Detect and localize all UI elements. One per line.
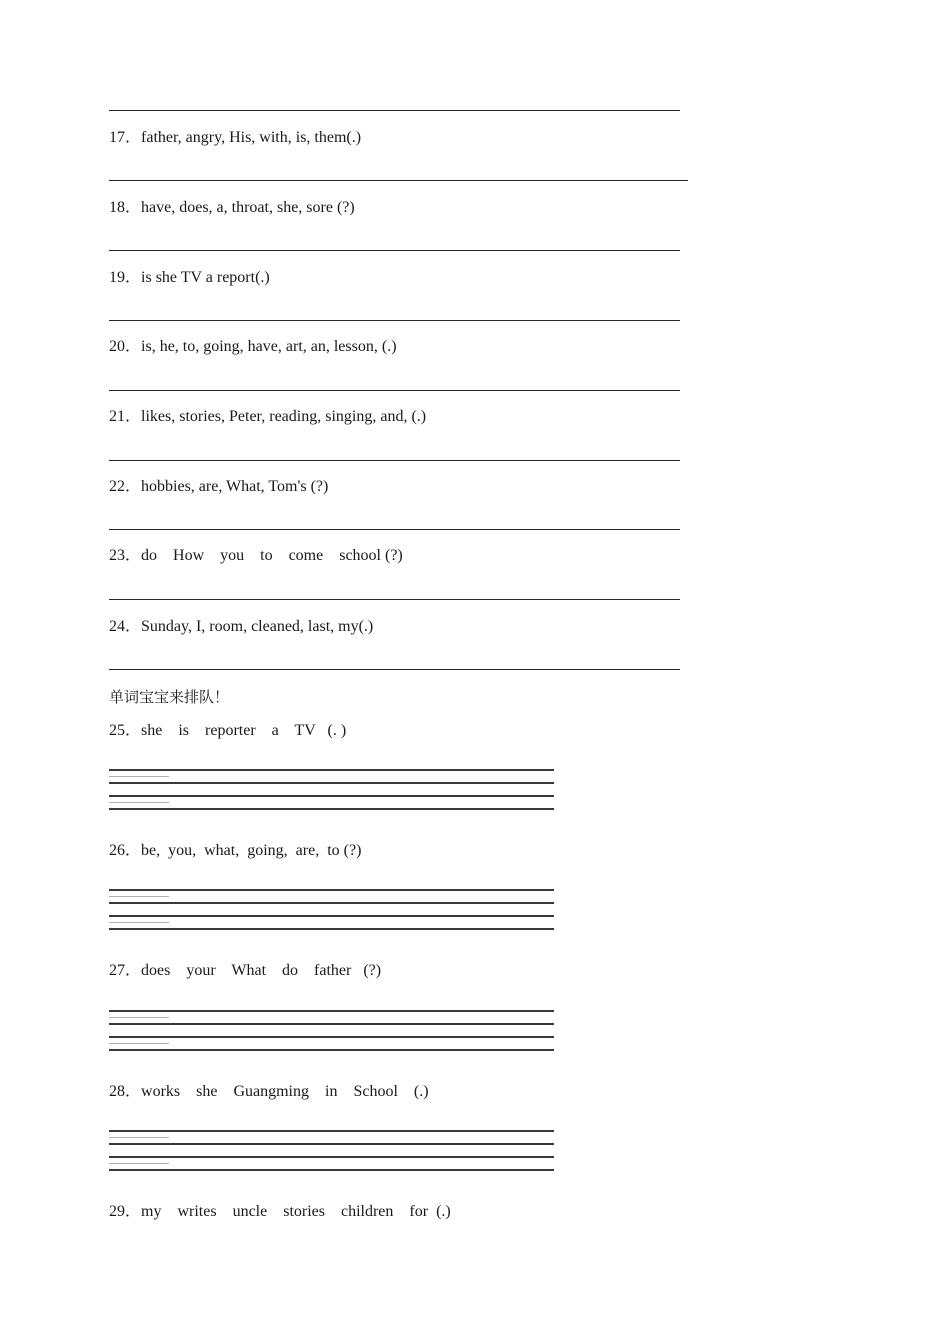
question-text: my writes uncle stories children for (.) — [141, 1203, 451, 1220]
question-number: 29． — [109, 1203, 142, 1220]
answer-line[interactable] — [109, 529, 680, 530]
question-text: Sunday, I, room, cleaned, last, my(.) — [141, 618, 374, 635]
question-number: 25． — [109, 722, 142, 739]
four-line-writing-grid[interactable] — [109, 1010, 554, 1052]
question-21 — [109, 407, 426, 427]
question-text: does your What do father (?) — [141, 962, 382, 979]
question-18 — [109, 198, 355, 218]
question-number: 21． — [109, 408, 142, 425]
answer-line[interactable] — [109, 320, 680, 321]
section-heading: 单词宝宝来排队！ — [109, 688, 230, 706]
question-19 — [109, 268, 270, 288]
question-text: hobbies, are, What, Tom's (?) — [141, 478, 329, 495]
answer-line[interactable] — [109, 390, 680, 391]
four-line-writing-grid[interactable] — [109, 1130, 554, 1172]
question-number: 19． — [109, 269, 142, 286]
question-text: she is reporter a TV (. ) — [141, 722, 347, 739]
answer-line[interactable] — [109, 250, 680, 251]
question-number: 20． — [109, 338, 142, 355]
question-27 — [109, 961, 381, 981]
question-28 — [109, 1082, 429, 1102]
answer-line[interactable] — [109, 460, 680, 461]
question-number: 24． — [109, 618, 142, 635]
question-number: 17． — [109, 129, 142, 146]
question-number: 23． — [109, 547, 142, 564]
four-line-writing-grid[interactable] — [109, 889, 554, 931]
question-23 — [109, 546, 403, 566]
question-text: do How you to come school (?) — [141, 547, 403, 564]
question-number: 28． — [109, 1083, 142, 1100]
question-number: 18． — [109, 199, 142, 216]
question-26 — [109, 841, 361, 861]
question-25 — [109, 721, 346, 741]
answer-line — [109, 110, 680, 111]
question-29 — [109, 1202, 451, 1222]
question-text: works she Guangming in School (.) — [141, 1083, 429, 1100]
question-17 — [109, 128, 361, 148]
question-number: 26． — [109, 842, 142, 859]
four-line-writing-grid[interactable] — [109, 769, 554, 811]
question-text: is, he, to, going, have, art, an, lesson, (.) — [141, 338, 397, 355]
question-text: have, does, a, throat, she, sore (?) — [141, 199, 355, 216]
answer-line[interactable] — [109, 599, 680, 600]
question-24 — [109, 617, 373, 637]
question-text: father, angry, His, with, is, them(.) — [141, 129, 362, 146]
answer-line[interactable] — [109, 669, 680, 670]
question-text: likes, stories, Peter, reading, singing, and, (.) — [141, 408, 427, 425]
question-text: is she TV a report(.) — [141, 269, 270, 286]
question-20 — [109, 337, 397, 357]
question-text: be, you, what, going, are, to (?) — [141, 842, 362, 859]
answer-line[interactable] — [109, 180, 688, 181]
question-number: 27． — [109, 962, 142, 979]
question-22 — [109, 477, 328, 497]
question-number: 22． — [109, 478, 142, 495]
